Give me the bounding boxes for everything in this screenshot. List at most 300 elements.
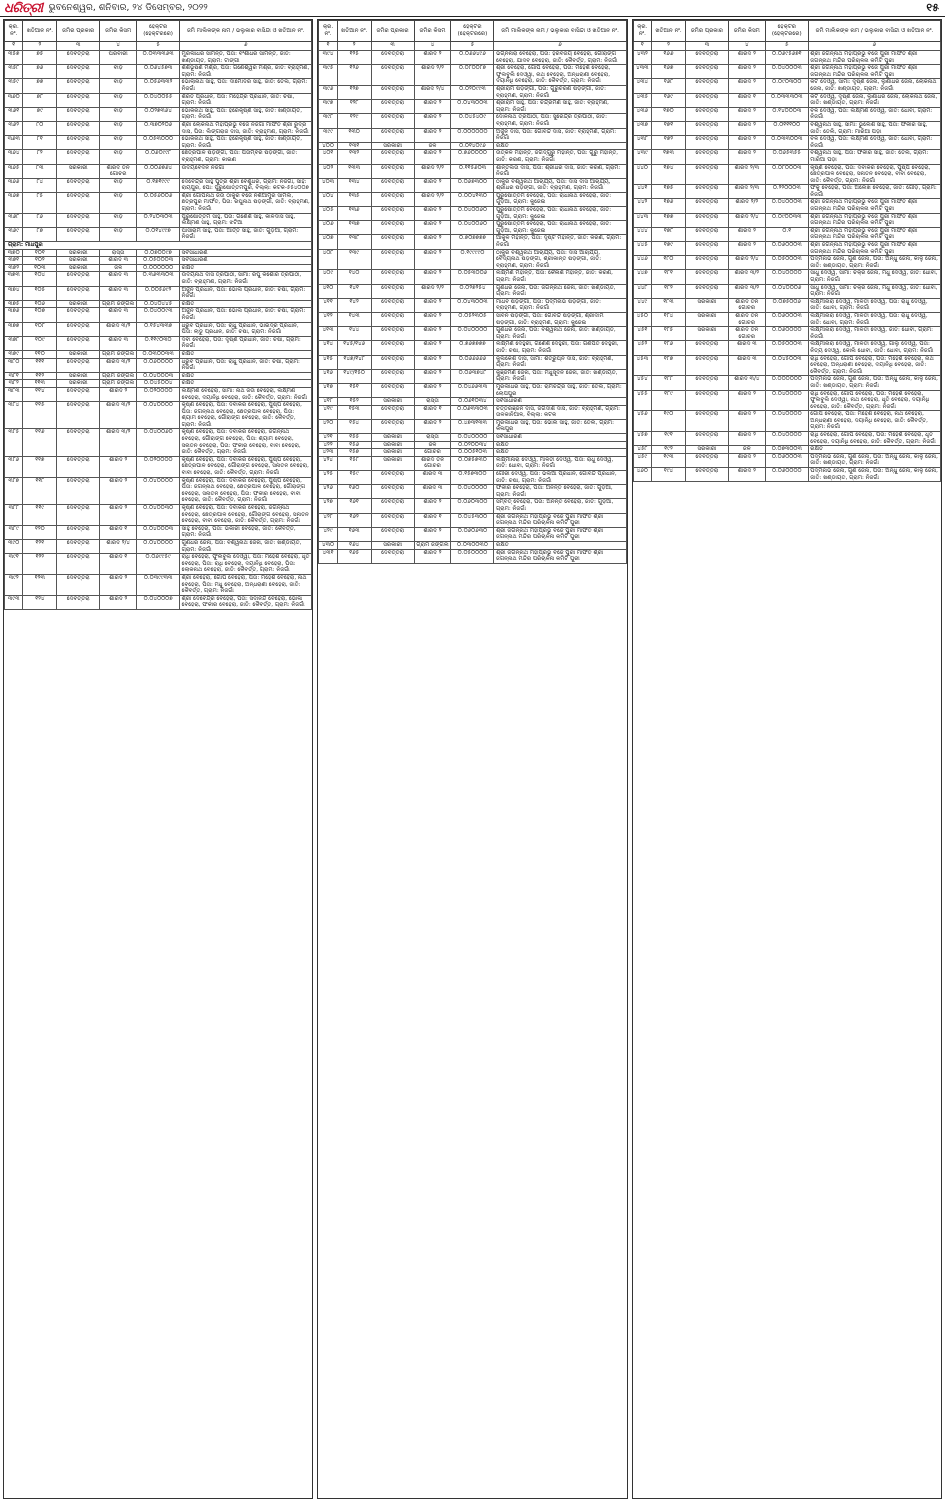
khata-number: ୧୦୭: [23, 308, 57, 322]
area-hectare: ୦.୦୬୪୫୭୩: [137, 65, 180, 79]
land-type: ସରକାରୀ: [57, 372, 100, 380]
column-number: ୧: [319, 42, 337, 51]
column-number: ୫: [451, 42, 494, 51]
owner-details: ଭୋଲାନାଥ ସାହୁ, ପିତା: ଦାମୋଦର ସାହୁ, ଜାତି: ତେଲି, ଗ୍ରାମ: ନିଜଗାଁ: [180, 79, 312, 93]
khata-number: ୧୧୪: [23, 387, 57, 401]
owner-details: ଶ୍ରୀରାମ ସାହୁ, ପିତା: ଚନ୍ଦ୍ରମଣି ସାହୁ, ଜାତି: ବ୍ରାହ୍ମଣ, ଗ୍ରାମ: ନିଜଗାଁ: [494, 100, 626, 114]
khata-number: ୮୧: [23, 136, 57, 150]
khata-number: ୧୧୩: [23, 380, 57, 388]
table-row: [319, 192, 626, 206]
land-class: ବାଡ଼: [100, 65, 137, 79]
owner-details: ଶ୍ରୀ ଜଗନ୍ନାଥ ମହାପ୍ରଭୁ ବିଜେ ପୁରୀ ମାର୍ଫତ ଶ୍ରୀ ଜଗନ୍ନାଥ ମନ୍ଦିର ପରିଚାଳନା କମିଟି ପୁରୀ: [808, 65, 940, 79]
area-hectare: ୦.୦୧୧୧୦୦: [765, 121, 808, 135]
serial-number: ୪୨୮: [319, 513, 337, 527]
land-class: ଶାରଦ ତିନି ଗୋଚର: [414, 456, 451, 470]
serial-number: ୪୦୩: [319, 178, 337, 192]
owner-details: ଶ୍ରୀ ଜଗନ୍ନାଥ ମହାପ୍ରଭୁ ବିଜେ ପୁରୀ ମାର୍ଫତ ଶ୍ରୀ ଜଗନ୍ନାଥ ମନ୍ଦିର ପରିଚାଳନା କମିଟି ପୁରୀ: [808, 51, 940, 65]
land-class: ଶାରଦ ୧: [728, 93, 765, 107]
owner-details: ଶ୍ରୀରାମ ଷଡ଼ଙ୍ଗୀ, ପିତା: ଗୁରୁଚରଣ ଷଡ଼ଙ୍ଗୀ, ଜାତି: ବ୍ରାହ୍ମଣ, ଗ୍ରାମ: ନିଜଗାଁ: [494, 85, 626, 99]
khata-number: ୧୩୧: [337, 142, 371, 150]
owner-details: ରକ୍ଷିତ: [180, 264, 312, 272]
khata-number: ୧୪୫/୧୪୬: [337, 341, 371, 355]
column-number: ୩: [371, 42, 414, 51]
land-type: ଦେବତ୍ତରା: [57, 358, 100, 372]
table-row: [319, 150, 626, 164]
land-type: ଦେବତ୍ତରା: [685, 227, 728, 241]
serial-number: ୪୩୦: [319, 541, 337, 549]
land-class: ଶାରଦ ୨: [414, 419, 451, 433]
owner-details: ସର୍ବସାଧାରଣ: [494, 434, 626, 442]
land-class: ଗ୍ରାମ ଜଙ୍ଗଲ: [100, 380, 137, 388]
owner-details: ଭୋକନାଥ ସାହୁ, ପିତା: ହରେକୃଷ୍ଣ ସାହୁ, ଜାତି: ଖଣ୍ଡାୟତ, ଗ୍ରାମ: ନିଜଗାଁ: [180, 136, 312, 150]
serial-number: ୪୫୪: [633, 376, 651, 390]
table-row: [5, 539, 312, 553]
owner-details: ଶ୍ରୀ ଜଗନ୍ନାଥ ମହାପ୍ରଭୁ ବିଜେ ପୁରୀ ମାର୍ଫତ ଶ୍ରୀ ଜଗନ୍ନାଥ ମନ୍ଦିର ପରିଚାଳନା କମିଟି ପୁରୀ: [808, 242, 940, 256]
column-number: ୪: [414, 42, 451, 51]
area-hectare: ୦.୦୪୦୦୦୦: [451, 327, 494, 341]
khata-number: ୧୨୫: [337, 51, 371, 65]
khata-number: ୧୧୦: [23, 350, 57, 358]
owner-details: ପୁରୁଷୋତ୍ତମ ବେହେରା, ପିତା: ରାଧାନାଥ ବେହେରା, ଜାତି: ଗୁଡ଼ିଆ, ଗ୍ରାମ: କୁଜେଇ: [494, 221, 626, 235]
table-row: [319, 434, 626, 442]
khata-number: ୧୧୨: [23, 372, 57, 380]
column-number: ୨: [23, 42, 57, 51]
land-class: ଶାରଦ ୨: [414, 150, 451, 164]
khata-number: ୧୦୨: [23, 257, 57, 265]
serial-number: ୩୯୨: [5, 574, 23, 595]
land-type: ଦେବତ୍ତରା: [57, 213, 100, 227]
land-type: ଦେବତ୍ତରା: [685, 93, 728, 107]
land-class: ବାଡ଼: [100, 192, 137, 213]
column-header: କ୍ର. ନଂ.: [319, 21, 337, 42]
serial-number: ୩୭୯: [5, 350, 23, 358]
khata-number: ୧୭୫: [652, 185, 686, 199]
owner-details: ରକ୍ଷିତ: [494, 142, 626, 150]
land-table-2: [318, 20, 626, 564]
serial-number: ୪୪୬: [633, 256, 651, 270]
area-hectare: ୦.୦୬୩୩୦୩: [451, 405, 494, 419]
area-hectare: ୦.୦୪୦୦୦୩: [137, 525, 180, 539]
owner-details: କିଟି ଦେଓ୍ୱ, ସାମା: ଦୃଷ୍ଣ ଜେନା, ଲୁଣାଧର ଜେନା, ଲୋକନାଥ ଜେନା, ଜାତି: ଖଣ୍ଡାୟତ, ଗ୍ରାମ: ନିଜଗାଁ: [808, 79, 940, 93]
khata-number: ୧୧୫: [23, 402, 57, 429]
khata-number: ୭୯: [23, 107, 57, 121]
serial-number: ୩୬୦: [5, 93, 23, 107]
serial-number: ୪୫୮: [633, 446, 651, 454]
land-type: ଦେବତ୍ତରା: [371, 312, 414, 326]
land-type: ଦେବତ୍ତରା: [371, 51, 414, 65]
owner-details: ସାବନ ଷଡ଼ଙ୍ଗୀ, ପିତା: ଗୋବିନ୍ଦ ଷଡ଼ଙ୍ଗୀ, ଶ୍ରୀଦାମ ଷଡ଼ଙ୍ଗୀ, ଜାତି: ବ୍ରାହ୍ମଣ, ଗ୍ରାମ: କୁଜେଇ: [494, 312, 626, 326]
land-class: ଶାରଦ ୧: [100, 525, 137, 539]
khata-number: ୧୭୯: [652, 242, 686, 256]
table-row: [5, 164, 312, 178]
serial-number: ୩୬୬: [5, 178, 23, 192]
table-row: [5, 358, 312, 372]
owner-details: ମୁରଲୀଧର ସାହୁ, ପିତା: ଭୋଲି ସାହୁ, ଜାତି: ତେଲି, ଗ୍ରାମ: କଳାପୁର: [494, 419, 626, 433]
serial-number: ୪୧୫: [319, 355, 337, 369]
column-number-row: [633, 42, 940, 51]
land-type: ଦେବତ୍ତରା: [685, 341, 728, 355]
owner-details: ରାଧି ବେହେରା, ଗୋପି ବେହେରା, ପିତା: ମହେଶ ବେହେରା, ନାଥ ବେହେରା, ଅନ୍ଧରାଣୀ ବେହେରା, ଦୟାନିଧି ବେହେରା, ଜାତି: କୈବର୍ତ୍ତ, ଗ୍ରାମ: ନିଜଗାଁ: [808, 355, 940, 376]
table-row: [5, 456, 312, 477]
land-type: ଦେବତ୍ତରା: [57, 93, 100, 107]
area-hectare: ୦.୦୪୦୦୩୦: [137, 505, 180, 526]
khata-number: ୧୭୬: [652, 199, 686, 213]
land-type: ଦେବତ୍ତରା: [57, 150, 100, 164]
land-type: ଦେବତ୍ତରା: [57, 65, 100, 79]
table-row: [5, 264, 312, 272]
area-hectare: ୦.୦୧୪୦୯୬: [451, 142, 494, 150]
table-row: [633, 51, 940, 65]
owner-details: ଲକ୍ଷ୍ମଣ ମହାନ୍ତି, ପିତା: କୈଳାଶ ମହାନ୍ତି, ଜାତି: କରଣ, ଗ୍ରାମ: ନିଜଗାଁ: [494, 270, 626, 284]
area-hectare: ୦.୭୬୭୭୭୭: [451, 341, 494, 355]
land-type: ସରକାରୀ: [685, 312, 728, 326]
area-hectare: ୦.୦୪୦୦୦୦: [451, 485, 494, 499]
serial-number: ୩୮୬: [5, 456, 23, 477]
land-class: ଶାରଦ ୩: [100, 336, 137, 350]
serial-number: ୪୩୧: [319, 549, 337, 563]
land-class: ଶାରଦ ୩: [100, 257, 137, 265]
table-row: [633, 164, 940, 185]
owner-details: ସର୍ବସାଧାରଣ: [494, 398, 626, 406]
owner-details: ବିଶ୍ୱନାଥ ସାହୁ, ପିତା: ଫକୀର ସାହୁ, ଜାତି: ତେଲି, ଗ୍ରାମ: ମାରିଆ ପଡ଼ା: [808, 150, 940, 164]
owner-details: କୃଷ୍ଣ ବେହେରା, ପିତା: ଦିବାକର ବେହେରା, ପୁଷ୍ପ ବେହେରା, ଛେତ୍ରପାଳ ବେହେରା, ଗୌରାଙ୍ଗ ବେହେରା, ସନାତନ ବେହେରା, ବାବା ବେହେରା, ଜାତି: କୈବର୍ତ୍ତ, ଗ୍ରାମ: ନିଜଗାଁ: [180, 456, 312, 477]
land-type: ଦେବତ୍ତରା: [371, 284, 414, 298]
land-class: ଶାରଦ ୨/୩: [728, 164, 765, 185]
owner-details: ଶ୍ରୀ ଜଗନ୍ନାଥ ମହାପ୍ରଭୁ ବିଜେ ପୁରୀ ମାର୍ଫତ ଶ୍ରୀ ଜଗନ୍ନାଥ ମନ୍ଦିର ପରିଚାଳନା କମିଟି ପୁରୀ: [808, 199, 940, 213]
table-row: [319, 485, 626, 499]
land-type: ଦେବତ୍ତରା: [57, 136, 100, 150]
area-hectare: ୦.୦୭୫୭୩୦: [451, 456, 494, 470]
owner-details: ରକ୍ଷିତ: [494, 449, 626, 457]
table-row: [5, 286, 312, 300]
land-class: ଶାରଦ ୨: [728, 121, 765, 135]
land-class: ଶାରଦ ୨: [414, 312, 451, 326]
land-type: ଦେବତ୍ତରା: [371, 298, 414, 312]
table-row: [5, 505, 312, 526]
khata-number: ୧୫୫: [337, 434, 371, 442]
land-class: ଗ୍ରାମ ଜଙ୍ଗଲ: [100, 300, 137, 308]
land-type: ଦେବତ୍ତରା: [57, 322, 100, 336]
owner-details: ପୁରୁଷୋତ୍ତମ ବେହେରା, ପିତା: ରାଧାନାଥ ବେହେରା, ଜାତି: ଗୁଡ଼ିଆ, ଗ୍ରାମ: କୁଜେଇ: [494, 192, 626, 206]
area-hectare: ୦.୦୨୦୦୩୪: [451, 441, 494, 449]
area-hectare: ୦.୦୬୦୩୦୦: [451, 499, 494, 513]
serial-number: ୪୪୮: [633, 284, 651, 298]
table-row: [633, 327, 940, 341]
land-type: ଦେବତ୍ତରା: [57, 477, 100, 504]
table-row: [319, 164, 626, 178]
owner-details: ପଦ୍ମନାଭ ଜେନା, ଗୁଣ ଜେନା, ପିତା: ଅନ୍ଧୁ ଜେନା, କାଳୁ ଜେନା, ଜାତି: ଖଣ୍ଡାୟତ, ଗ୍ରାମ: ନିଜଗାଁ: [808, 453, 940, 467]
owner-details: ରାଧି ବେହେରା, ଗୋପି ବେହେରା, ପିତା: ମହେଶ ବେହେରା, ଫୁଲବୁଲି ଦେଓ୍ୱା, ନାଥ ବେହେରା, ଧୃତି ବେହେରା, ଦୟାନିଧି ବେହେରା, ଜାତି: କୈବର୍ତ୍ତ, ଗ୍ରାମ: ନିଜଗାଁ: [808, 390, 940, 411]
table-row: [633, 256, 940, 270]
owner-details: ଲକ୍ଷ୍ମୀନାରା ଦେଓ୍ୱ, ମାଳତୀ ଦେଓ୍ୱ, ପିତା: ରାଧୁ ଦେଓ୍ୱ, ଜାତି: ଧୋବା, ଗ୍ରାମ: ନିଜଗାଁ: [494, 456, 626, 470]
table-row: [5, 322, 312, 336]
khata-number: ୧୨୮: [337, 100, 371, 114]
table-row: [5, 477, 312, 504]
table-row: [5, 178, 312, 192]
area-hectare: ୦.୦୧୪୯୯୭: [137, 227, 180, 241]
khata-number: ୭୬: [23, 65, 57, 79]
land-class: ଜଳ: [100, 264, 137, 272]
land-type: ଦେବତ୍ତରା: [685, 136, 728, 150]
column-2: [317, 19, 627, 1499]
serial-number: ୪୧୨: [319, 312, 337, 326]
serial-number: ୩୭୨: [5, 264, 23, 272]
land-class: ଶାରଦ ୨: [100, 477, 137, 504]
table-row: [633, 150, 940, 164]
land-class: ଶାରଦ ୨/୨: [414, 284, 451, 298]
land-type: ଦେବତ୍ତରା: [371, 221, 414, 235]
serial-number: ୩୯୬: [319, 85, 337, 99]
table-row: [5, 249, 312, 257]
land-class: ଶାରଦ ୩/୨: [728, 270, 765, 284]
owner-details: ଠାକୁର ବିଶ୍ୱନାଥ ଆଚାର୍ଯ୍ୟ, ପିତା: ଦାସ ଦାସ ଆଚାର୍ଯ୍ୟ, ଶ୍ରୀଧର ଷଡ଼ଙ୍ଗୀ, ଜାତି: ବ୍ରାହ୍ମଣ, ଗ୍ରାମ: ନିଜଗାଁ: [494, 178, 626, 192]
owner-details: ଭୋକନାଥ ସାହୁ, ପିତା: ହରେକୃଷ୍ଣ ସାହୁ, ଜାତି: ଖଣ୍ଡାୟତ, ଗ୍ରାମ: ନିଜଗାଁ: [180, 107, 312, 121]
khata-number: ୧୩୮: [337, 235, 371, 249]
area-hectare: ୦.୭୦୭୭୭୭: [451, 235, 494, 249]
area-hectare: ୦.୦୩୩୦୦୩: [765, 136, 808, 150]
khata-number: ୧୫୮: [337, 456, 371, 470]
land-class: ଗ୍ରାମ ଜଙ୍ଗଲ: [414, 541, 451, 549]
serial-number: ୪୪୫: [633, 242, 651, 256]
khata-number: ୧୨୯: [337, 114, 371, 128]
owner-details: ଶ୍ରୀ ବେହେରା, ଗୋପି ବେହେରା, ପିତା: ମହେଶ ବେହେରା, ଫୁଲବୁଲି ଦେଓ୍ୱା, ନାଥ ବେହେରା, ଅନ୍ଧରାଣୀ ବେହେରା, ଦୟାନିଧି ବେହେରା, ଜାତି: କୈବର୍ତ୍ତ, ଗ୍ରାମ: ନିଜଗାଁ: [494, 65, 626, 86]
serial-number: ୪୧୩: [319, 327, 337, 341]
area-hectare: ୦.୦୫୦୦୦୩: [765, 256, 808, 270]
land-type: ସରକାରୀ: [57, 249, 100, 257]
land-type: ଦେବତ୍ତରା: [371, 549, 414, 563]
serial-number: ୩୬୩: [5, 136, 23, 150]
land-class: ଶାରଦ ତିନି ଗୋଚର: [728, 312, 765, 326]
column-header: ଜମି ମାଲିକଙ୍କ ନାମ / ଭଲୁକାର ବାସିନ୍ଦା ଓ ଖତିଆନ ନଂ.: [180, 21, 312, 42]
khata-number: ୧୩୬: [337, 207, 371, 221]
table-row: [319, 383, 626, 397]
land-type: ଦେବତ୍ତରା: [371, 369, 414, 383]
area-hectare: ୦.୩୭୦୨୦୬: [137, 121, 180, 135]
column-header: ଜମିର କିସମ: [100, 21, 137, 42]
area-hectare: ୦.୦୪୦୦୯୩: [137, 308, 180, 322]
table-row: [633, 242, 940, 256]
area-hectare: ୦.୦୪୦୦୦୩: [137, 372, 180, 380]
khata-number: ୧୯୨: [652, 446, 686, 454]
owner-details: ଶ୍ରୀ ଜଗନ୍ନାଥ ମହାପ୍ରଭୁ ବିଜେ ପୁରୀ ମାର୍ଫତ ଶ୍ରୀ ଜଗନ୍ନାଥ ମନ୍ଦିର ପରିଚାଳନା କମିଟି ପୁରୀ: [494, 527, 626, 541]
land-class: ଶାରଦ ୨: [414, 114, 451, 128]
serial-number: ୪୩୭: [633, 121, 651, 135]
land-class: ଶାରଦ ୨: [100, 595, 137, 609]
land-class: ଶାରଦ ୨/୪: [728, 256, 765, 270]
khata-number: ୧୮୬: [652, 341, 686, 355]
land-type: ଦେବତ୍ତରା: [685, 213, 728, 227]
land-class: ଶାରଦ ୧: [414, 405, 451, 419]
table-row: [5, 79, 312, 93]
table-row: [5, 595, 312, 609]
area-hectare: ୦.୦୫୩୦୦୦: [137, 136, 180, 150]
column-number: ୬: [180, 42, 312, 51]
khata-number: ୧୩୨: [337, 150, 371, 164]
land-type: ଦେବତ୍ତରା: [371, 499, 414, 513]
khata-number: ୮୨: [23, 150, 57, 164]
land-class: ଶାରଦ ୨/୪: [728, 213, 765, 227]
land-class: ଶାରଦ ୨: [414, 355, 451, 369]
area-hectare: ୦.୦୨୦୦୦୦: [137, 387, 180, 401]
serial-number: ୪୦୪: [319, 192, 337, 206]
serial-number: ୪୨୭: [319, 499, 337, 513]
khata-number: ୧୦୧: [23, 249, 57, 257]
land-type: ଦେବତ୍ତରା: [57, 429, 100, 456]
serial-number: ୩୯୦: [5, 539, 23, 553]
village-heading: [5, 242, 312, 250]
land-type: ଦେବତ୍ତରା: [57, 227, 100, 241]
area-hectare: ୦.୦୪୩୦୦୩: [451, 298, 494, 312]
land-class: ଶାରଦ ୨: [414, 207, 451, 221]
table-row: [319, 312, 626, 326]
land-table-3: [633, 20, 941, 482]
land-type: ଦେବତ୍ତରା: [57, 456, 100, 477]
land-class: ଶାରଦ ୨/୪: [414, 85, 451, 99]
serial-number: ୪୩୮: [633, 136, 651, 150]
serial-number: ୩୭୭: [5, 322, 23, 336]
land-type: ଦେବତ୍ତରା: [685, 164, 728, 185]
owner-details: ଫକୀର ବେହେରା, ପିତା: ଅନନ୍ତ ବେହେରା, ଜାତି: ଗୁଡ଼ିଆ, ଗ୍ରାମ: ନିଜଗାଁ: [494, 485, 626, 499]
owner-details: ଗୁଣଧର ଜେନା, ପିତା: ଜଗନ୍ନାଥ ଜେନା, ଜାତି: ଖଣ୍ଡାୟତ, ଗ୍ରାମ: ନିଜଗାଁ: [494, 284, 626, 298]
column-number-row: [5, 42, 312, 51]
table-row: [633, 284, 940, 298]
area-hectare: ୦.୦୬୩୭୪୮: [451, 369, 494, 383]
serial-number: ୪୬୦: [633, 468, 651, 482]
land-type: ଦେବତ୍ତରା: [371, 249, 414, 270]
table-row: [319, 85, 626, 99]
serial-number: ୪୧୯: [319, 405, 337, 419]
column-number: ୨: [337, 42, 371, 51]
column-number: ୧: [5, 42, 23, 51]
land-class: ଶାରଦ ୩: [100, 286, 137, 300]
table-row: [5, 350, 312, 358]
land-class: ଶାରଦ ୩: [414, 485, 451, 499]
column-number: ୬: [494, 42, 626, 51]
serial-number: ୪୨୯: [319, 527, 337, 541]
table-body: [633, 51, 940, 482]
owner-details: ପୁରୁଷୋତ୍ତମ ସାହୁ, ପିତା: ଗଣେଶ ସାହୁ, କାଳିଦାସ ସାହୁ, ଲକ୍ଷ୍ମଣ ସାହୁ, ଗ୍ରାମ: ଝଟିଆ: [180, 213, 312, 227]
khata-number: ୮୭: [23, 227, 57, 241]
area-hectare: ୦.୦୦୦୦୦୦: [765, 376, 808, 390]
land-class: ଶାରଦ ୨: [728, 468, 765, 482]
serial-number: ୩୯୮: [319, 114, 337, 128]
serial-number: ୩୭୧: [5, 257, 23, 265]
owner-details: ଫକୁ ବେହେରା, ପିତା: ଅଲେଖ ବେହେରା, ଜାତି: ଗୌଡ଼, ଗ୍ରାମ: ନିଜଗାଁ: [808, 185, 940, 199]
owner-details: ଚିତ୍ତରଞ୍ଜନ ଦାସ, ଜଗଦୀଶ ଦାସ, ଜାତି: ବ୍ରାହ୍ମଣ, ଗ୍ରାମ: ତାଳକାନିଆଳ, ବିଲ୍ଲା: କଟକ: [494, 405, 626, 419]
land-class: ଶାରଦ ୨: [414, 249, 451, 270]
table-row: [633, 136, 940, 150]
khata-number: ୧୨୦: [23, 525, 57, 539]
column-3: [632, 19, 942, 1499]
column-number: ୧: [633, 42, 651, 51]
land-class: ଶାରଦ ୨: [414, 549, 451, 563]
owner-details: ଛେତ୍ରପାଳ ଷଡ଼ଙ୍ଗୀ, ପିତା: ପିତାମ୍ବର ଷଡ଼ଙ୍ଗୀ, ଜାତି: ବ୍ରାହ୍ମଣ, ଗ୍ରାମ: କାଇଣ: [180, 150, 312, 164]
land-type: ଦେବତ୍ତରା: [685, 121, 728, 135]
newspaper-logo: ଧରିତ୍ରୀ: [4, 0, 43, 16]
khata-number: ୧୪୭/୧୪୮: [337, 355, 371, 369]
area-hectare: ୦.୦୦୬୭୬୪: [137, 164, 180, 178]
table-header-row: [5, 21, 312, 42]
land-class: ଶାରଦ ୨: [728, 227, 765, 241]
land-type: ଦେବତ୍ତରା: [371, 327, 414, 341]
area-hectare: ୦.୦୪୦୦୦୦: [137, 477, 180, 504]
table-row: [633, 213, 940, 227]
land-type: ଦେବତ୍ତରା: [685, 107, 728, 121]
serial-number: ୩୬୮: [5, 213, 23, 227]
land-type: ଦେବତ୍ତରା: [685, 51, 728, 65]
table-row: [319, 235, 626, 249]
area-hectare: ୦.୦୮୦୦୦୩: [765, 164, 808, 185]
serial-number: ୩୯୭: [319, 100, 337, 114]
owner-details: ଅର୍ଜୁନ ଦାସ, ପିତା: ଗୋବିନ୍ଦ ଦାସ, ଜାତି: ବ୍ରାହ୍ମଣ, ଗ୍ରାମ: ନିଜଗାଁ: [494, 128, 626, 142]
khata-number: ୧୩୭: [337, 221, 371, 235]
khata-number: ୮୩: [23, 164, 57, 178]
table-body: [5, 51, 312, 242]
land-type: ଦେବତ୍ତରା: [371, 341, 414, 355]
land-class: ଶାରଦ ୩/୨: [100, 322, 137, 336]
table-row: [5, 107, 312, 121]
serial-number: ୪୨୩: [319, 449, 337, 457]
area-hectare: ୦.୦୫୬୦୦୬: [137, 192, 180, 213]
land-type: ଦେବତ୍ତରା: [57, 51, 100, 65]
table-row: [633, 270, 940, 284]
land-type: ସରକାରୀ: [685, 298, 728, 312]
serial-number: ୪୦୬: [319, 221, 337, 235]
area-hectare: ୦.୦୬୯୫୬୭୧: [765, 51, 808, 65]
serial-number: ୪୫୭: [633, 432, 651, 446]
table-row: [319, 65, 626, 86]
land-class: ଜଳ: [728, 446, 765, 454]
owner-details: ରକ୍ଷିତ: [180, 350, 312, 358]
dateline: ଭୁବନେଶ୍ୱର, ଶନିବାର, ୨୪ ଡିସେମ୍ବର, ୨୦୨୨: [48, 3, 208, 13]
land-type: ଦେବତ୍ତରା: [57, 121, 100, 135]
table-header-row: [319, 21, 626, 42]
owner-details: ଶ୍ରୀ ଗୋପିନାଥ ଜିଉ ଠାକୁର ବିଜେ ନିଶିଆମୁର ସାମିଲ, ଛତ୍ରପୁର ମାର୍ଫତ, ପିତା: ରଘୁନାଥ ଷଡ଼ଙ୍ଗୀ, ଜାତି: ବ୍ରାହ୍ମଣ, ଗ୍ରାମ: ନିଜଗାଁ: [180, 192, 312, 213]
table-row: [633, 341, 940, 355]
land-class: ଶାରଦ ୩: [100, 308, 137, 322]
serial-number: ୪୦୨: [319, 164, 337, 178]
owner-details: କୃଷ୍ଣ ବେହେରା, ପିତା: ଦିବାକର ବେହେରା, ପୁଷ୍ପ ବେହେରା, ପିତା: ଜଗନ୍ନାଥ ବେହେରା, ଛେତ୍ରପାଳ ବେହେରା, ଗୌରାଙ୍ଗ ବେହେରା, ସନାତନ ବେହେରା, ପିତା: ଫକୀର ବେହେରା, ବାବା ବେହେରା, ଜାତି: କୈବର୍ତ୍ତ, ଗ୍ରାମ: ନିଜଗାଁ: [180, 477, 312, 504]
area-hectare: ୦.୦୩୩୩୦୩: [765, 93, 808, 107]
table-row: [633, 93, 940, 107]
area-hectare: ୦.୧୪୦୦୦୩: [765, 107, 808, 121]
table-row: [5, 257, 312, 265]
table-row: [319, 541, 626, 549]
land-type: ଦେବତ୍ତରା: [685, 199, 728, 213]
khata-number: ୧୬୮: [652, 79, 686, 93]
table-row: [5, 51, 312, 65]
land-class: ଶାରଦ ୩: [728, 341, 765, 355]
table-row: [319, 114, 626, 128]
land-class: ଶାରଦ ୩: [100, 272, 137, 286]
area-hectare: ୦.୦୯୦୩୦୦: [765, 79, 808, 93]
area-hectare: ୦.୨୨୦୦୦୩: [765, 185, 808, 199]
land-type: ଦେବତ୍ତରା: [57, 554, 100, 575]
table-row: [319, 128, 626, 142]
land-type: ସରକାରୀ: [371, 541, 414, 549]
area-hectare: ୦.୦୦୦୦୦୦: [451, 128, 494, 142]
serial-number: ୩୮୨: [5, 380, 23, 388]
owner-details: ଠାକୁର ବିଶ୍ୱନାଥ ଆଚାର୍ଯ୍ୟ, ପିତା: ଦାସ ଆଚାର୍ଯ୍ୟ, ବୈଦ୍ୟନାଥ ଷଡ଼ଙ୍ଗୀ, ଶ୍ରୀକାନ୍ତ ଷଡ଼ଙ୍ଗୀ, ଜାତି: ବ୍ରାହ୍ମଣ, ଗ୍ରାମ: ନିଜଗାଁ: [494, 249, 626, 270]
serial-number: ୩୭୩: [5, 272, 23, 286]
area-hectare: ୦.୦୫୩୦୦୬: [451, 270, 494, 284]
table-row: [5, 372, 312, 380]
owner-details: ଶ୍ରୀ ଜଗନ୍ନାଥ ମହାପ୍ରଭୁ ବିଜେ ପୁରୀ ମାର୍ଫତ ଶ୍ରୀ ଜଗନ୍ନାଥ ମନ୍ଦିର ପରିଚାଳନା କମିଟି ପୁରୀ: [494, 549, 626, 563]
area-hectare: ୦.୦୪୫୦୦୪: [137, 380, 180, 388]
serial-number: ୪୦୧: [319, 150, 337, 164]
land-class: ରାସ୍ତା: [414, 434, 451, 442]
land-type: ଦେବତ୍ତରା: [57, 505, 100, 526]
